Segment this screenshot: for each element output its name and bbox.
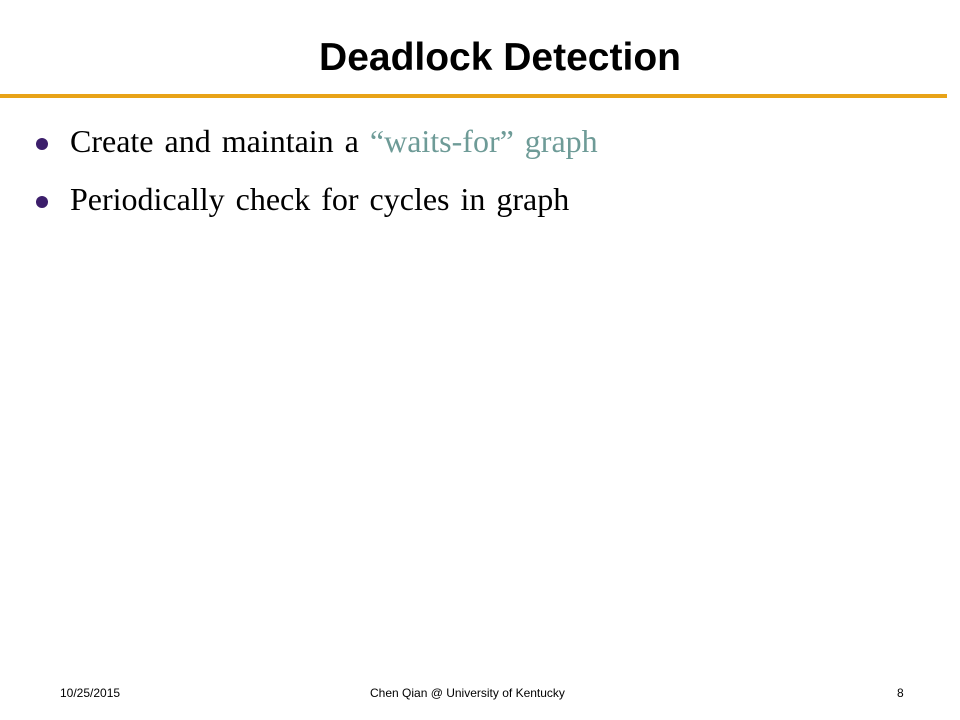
bullet-text: Periodically check for cycles in graph xyxy=(70,181,570,217)
bullet-dot-icon xyxy=(36,196,48,208)
bullet-text xyxy=(70,118,598,164)
title-underline xyxy=(0,94,947,98)
footer-author: Chen Qian @ University of Kentucky xyxy=(370,686,565,700)
bullet-text-highlight: “waits-for” graph xyxy=(369,123,598,159)
bullet-list xyxy=(0,118,960,234)
footer xyxy=(0,683,960,703)
footer-date: 10/25/2015 xyxy=(60,686,121,700)
bullet-dot-icon xyxy=(36,138,48,150)
slide-title: Deadlock Detection xyxy=(319,36,681,79)
page-number: 8 xyxy=(897,686,904,700)
bullet-item xyxy=(0,176,960,234)
bullet-text-prefix: Create and maintain a xyxy=(70,123,370,159)
bullet-item xyxy=(0,118,960,176)
